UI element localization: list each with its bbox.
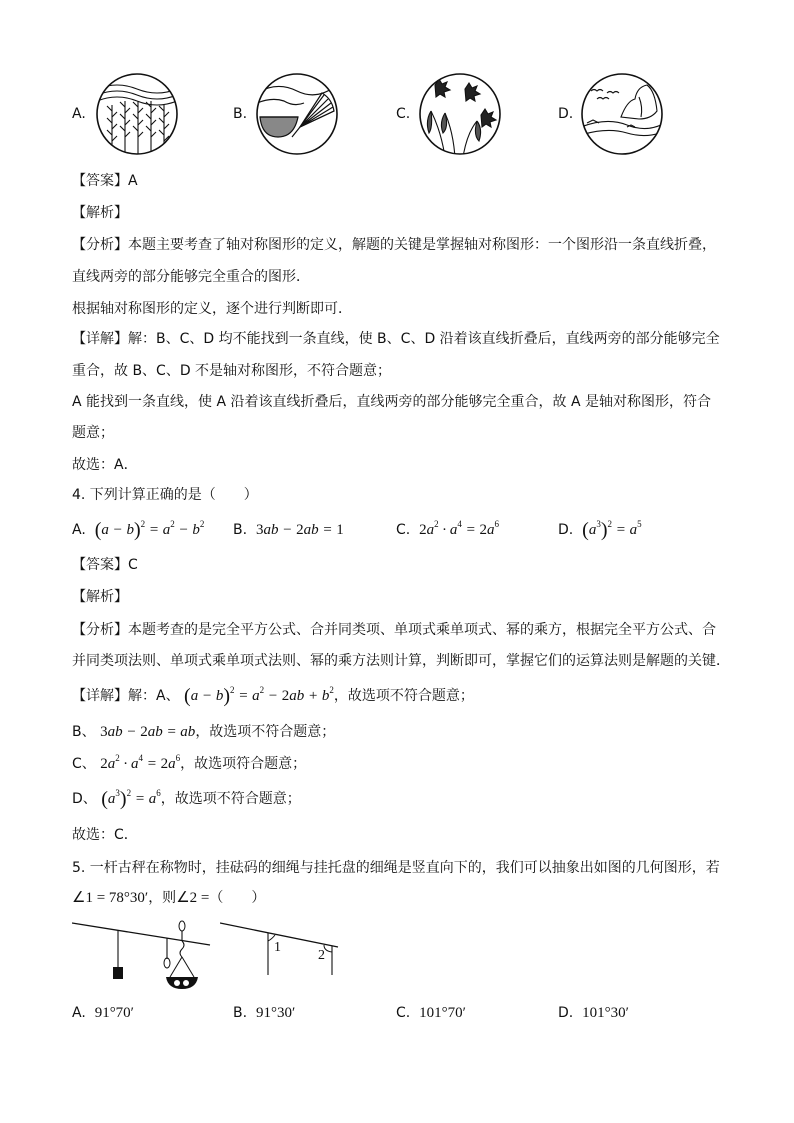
q4-detail-d: D、 $(a^3)^2 = a^6$，故选项不符合题意； xyxy=(72,788,301,810)
q5-stem-line-1: 5. 一杆古秤在称物时，挂砝码的细绳与挂托盘的细绳是竖直向下的，我们可以抽象出如图的几何图形，若 xyxy=(72,860,720,876)
q5-option-c: C. 101°70′ xyxy=(396,1005,466,1021)
answer-tag: 【答案】 xyxy=(72,173,128,189)
detail-tag: 【详解】 xyxy=(72,331,128,347)
q3-choose: 故选：A． xyxy=(72,457,138,473)
q3-detail-line-2: 重合，故 B、C、D 不是轴对称图形，不符合题意； xyxy=(72,363,392,379)
q5-option-a: A. 91°70′ xyxy=(72,1005,134,1021)
q4-option-d: D. $(a^3)^2 = a^5$ xyxy=(558,519,642,541)
q4-fenxi-line-1: 【分析】本题考查的是完全平方公式、合并同类项、单项式乘单项式、幂的乘方，根据完全平方公式、合 xyxy=(72,622,716,638)
q5-stem-line-2: ∠1 = 78°30′，则∠2 =（ ） xyxy=(72,890,266,906)
q4-option-c: C. $2a^2 \cdot a^4 = 2a^6$ xyxy=(396,519,500,538)
option-a-label: A. xyxy=(72,106,86,122)
q3-fenxi-line-1 xyxy=(72,235,716,255)
detail-text: 解：B、C、D 均不能找到一条直线，使 B、C、D 沿着该直线折叠后，直线两旁的部分能够完全 xyxy=(128,331,720,347)
reeds-leaves-circle-icon xyxy=(415,71,505,161)
steelyard-figure xyxy=(72,915,212,999)
q4-detail-c: C、 $2a^2 \cdot a^4 = 2a^6$，故选项符合题意； xyxy=(72,753,307,772)
angle-figure xyxy=(220,915,345,981)
angle-1-label: 1 xyxy=(274,940,281,955)
angle-2-label: 2 xyxy=(318,948,325,963)
crops-circle-icon xyxy=(92,71,182,161)
q4-fenxi-line-2: 并同类项法则、单项式乘单项式法则、幂的乘方法则计算，判断即可，掌握它们的运算法则是解题的关键． xyxy=(72,653,730,669)
option-d-label: D. xyxy=(558,106,574,122)
q4-detail-a: 【详解】解：A、 $(a - b)^2 = a^2 - 2ab + b^2$，故选项不符合题意； xyxy=(72,685,474,707)
q3-detail-line-4: 题意； xyxy=(72,425,114,441)
option-b-label: B. xyxy=(233,106,248,122)
answer-value: A xyxy=(128,173,138,189)
q4-analysis-tag: 【解析】 xyxy=(72,589,128,605)
q3-detail-line-1 xyxy=(72,329,720,349)
q4-answer: 【答案】C xyxy=(72,557,138,573)
option-c-label: C. xyxy=(396,106,411,122)
q3-answer xyxy=(72,171,138,191)
q4-option-b: B. 3ab − 2ab = 1 xyxy=(233,522,344,538)
mountain-birds-circle-icon xyxy=(577,71,667,161)
q3-fenxi-line-3: 根据轴对称图形的定义，逐个进行判断即可． xyxy=(72,301,352,317)
q5-option-d: D. 101°30′ xyxy=(558,1005,629,1021)
fenxi-tag: 【分析】 xyxy=(72,237,128,253)
q3-detail-line-3: A 能找到一条直线，使 A 沿着该直线折叠后，直线两旁的部分能够完全重合，故 A 是轴对称图形，符合 xyxy=(72,394,711,410)
q4-choose: 故选：C． xyxy=(72,827,138,843)
q4-option-a: A. $(a - b)^2 = a^2 - b^2$ xyxy=(72,519,205,541)
fenxi-text: 本题主要考查了轴对称图形的定义，解题的关键是掌握轴对称图形：一个图形沿一条直线折叠， xyxy=(128,237,716,253)
q3-analysis-tag: 【解析】 xyxy=(72,205,128,221)
q4-stem: 4. 下列计算正确的是（ ） xyxy=(72,487,258,503)
q4-detail-b: B、 3ab − 2ab = ab，故选项不符合题意； xyxy=(72,724,336,740)
q5-option-b: B. 91°30′ xyxy=(233,1005,296,1021)
q3-fenxi-line-2: 直线两旁的部分能够完全重合的图形． xyxy=(72,269,310,285)
fan-landscape-circle-icon xyxy=(252,71,342,161)
